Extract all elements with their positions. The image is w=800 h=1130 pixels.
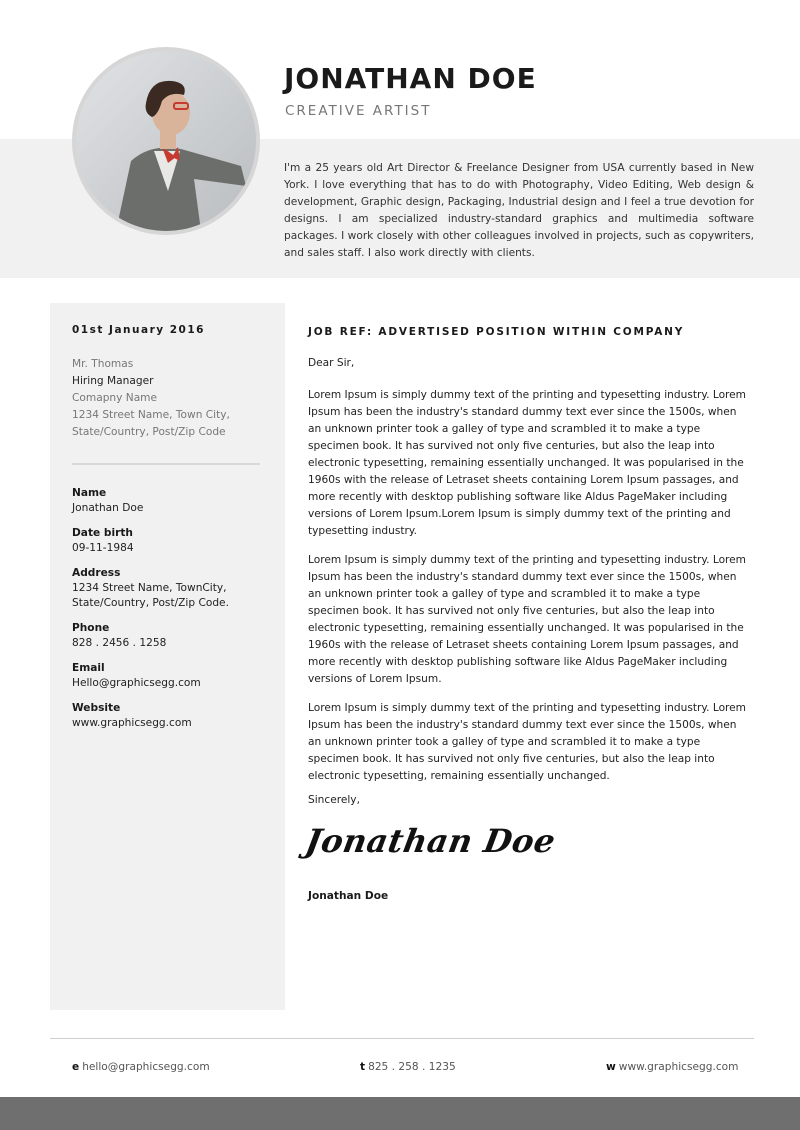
info-date-birth: [72, 526, 272, 556]
web-prefix: w: [606, 1061, 616, 1073]
info-label: Address: [72, 567, 121, 579]
closing: Sincerely,: [308, 794, 360, 806]
profile-photo: [72, 47, 260, 235]
info-website: [72, 701, 272, 731]
footer-phone: [360, 1061, 456, 1073]
info-email: [72, 661, 272, 691]
letter-paragraph: Lorem Ipsum is simply dummy text of the printing and typesetting industry. Lorem Ipsum has been the industry's standard dummy text ever since the 1500s, when an unknown printer took a galley of type and scrambled it to make a type specimen book. It has survived not only five centuries, but also the leap into electronic typesetting, remaining essentially unchanged.: [308, 702, 747, 782]
recipient-address-line1: 1234 Street Name, Town City,: [72, 409, 230, 421]
footer-email[interactable]: [72, 1061, 210, 1073]
sidebar-divider: [72, 463, 260, 465]
info-value: State/Country, Post/Zip Code.: [72, 597, 229, 609]
info-value: 09-11-1984: [72, 542, 134, 554]
info-value: 1234 Street Name, TownCity,: [72, 582, 227, 594]
info-value: 828 . 2456 . 1258: [72, 637, 167, 649]
signature: Jonathan Doe: [302, 822, 559, 860]
footer-divider: [50, 1038, 754, 1039]
signer-name: Jonathan Doe: [308, 890, 389, 902]
recipient-title: Hiring Manager: [72, 375, 154, 387]
info-label: Date birth: [72, 527, 133, 539]
info-name: [72, 486, 272, 516]
info-label: Phone: [72, 622, 110, 634]
letter-date: 01st January 2016: [72, 324, 205, 336]
bottom-bar: [0, 1097, 800, 1130]
letter-body: [308, 387, 748, 797]
personal-info: [72, 486, 272, 741]
job-reference: JOB REF: ADVERTISED POSITION WITHIN COMPANY: [308, 326, 685, 338]
recipient-block: [72, 356, 230, 441]
footer-website[interactable]: [606, 1061, 738, 1073]
footer-web-text: www.graphicsegg.com: [618, 1061, 739, 1073]
salutation: Dear Sir,: [308, 357, 355, 369]
candidate-name: JONATHAN DOE: [284, 62, 537, 95]
email-prefix: e: [72, 1061, 80, 1073]
recipient-address-line2: State/Country, Post/Zip Code: [72, 426, 226, 438]
info-address: [72, 566, 272, 611]
info-label: Website: [72, 702, 121, 714]
recipient-company: Comapny Name: [72, 392, 158, 404]
info-value: www.graphicsegg.com: [72, 717, 192, 729]
info-value: Hello@graphicsegg.com: [72, 677, 201, 689]
footer-phone-text: 825 . 258 . 1235: [368, 1061, 456, 1073]
candidate-role: CREATIVE ARTIST: [285, 103, 432, 119]
candidate-bio: I'm a 25 years old Art Director & Freelance Designer from USA currently based in New York. I love everything that has to do with Photography, Video Editing, Web design & development, Graphic design, Packaging, Industrial design and I feel a true devotion for designs. I am specialized industry-standard graphics and multimedia software packages. I work closely with other colleagues involved in projects, such as copywriters, and sales staff. I also work directly with clients.: [284, 162, 754, 259]
footer-email-text: hello@graphicsegg.com: [82, 1061, 210, 1073]
letter-paragraph: Lorem Ipsum is simply dummy text of the printing and typesetting industry. Lorem Ipsum has been the industry's standard dummy text ever since the 1500s, when an unknown printer took a galley of type and scrambled it to make a type specimen book. It has survived not only five centuries, but also the leap into electronic typesetting, remaining essentially unchanged. It was popularised in the 1960s with the release of Letraset sheets containing Lorem Ipsum passages, and more recently with desktop publishing software like Aldus PageMaker including versions of Lorem Ipsum.: [308, 554, 747, 685]
info-value: Jonathan Doe: [72, 502, 144, 514]
info-phone: [72, 621, 272, 651]
info-label: Email: [72, 662, 105, 674]
phone-prefix: t: [360, 1061, 366, 1073]
info-label: Name: [72, 487, 107, 499]
letter-paragraph: Lorem Ipsum is simply dummy text of the printing and typesetting industry. Lorem Ipsum has been the industry's standard dummy text ever since the 1500s, when an unknown printer took a galley of type and scrambled it to make a type specimen book. It has survived not only five centuries, but also the leap into electronic typesetting, remaining essentially unchanged. It was popularised in the 1960s with the release of Letraset sheets containing Lorem Ipsum passages, and more recently with desktop publishing software like Aldus PageMaker including versions of Lorem Ipsum.Lorem Ipsum is simply dummy text of the printing and typesetting industry.: [308, 389, 747, 537]
recipient-name: Mr. Thomas: [72, 358, 134, 370]
